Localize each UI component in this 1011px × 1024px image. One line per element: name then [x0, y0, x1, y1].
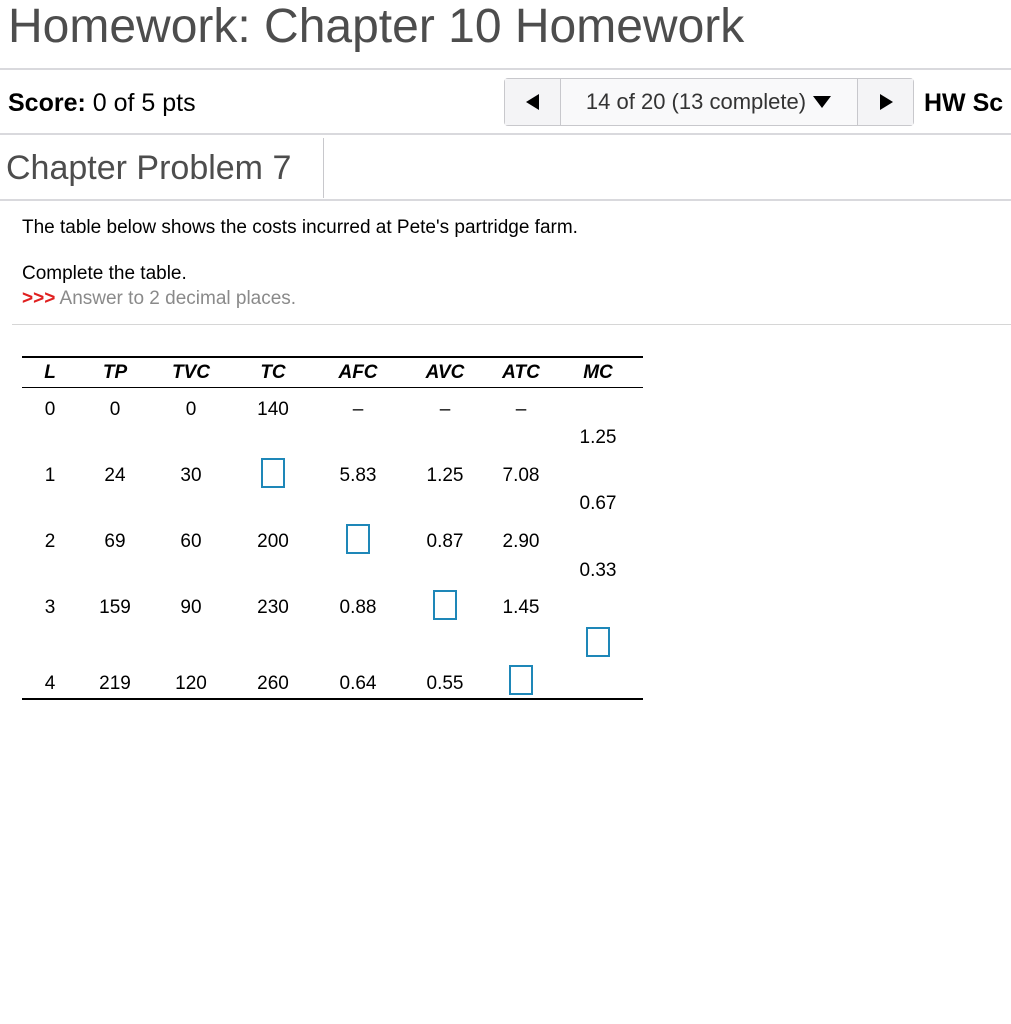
cell-tc: 200 [257, 531, 289, 552]
cell-mc: 0.33 [579, 560, 617, 581]
homework-title: Homework: Chapter 10 Homework [8, 0, 745, 53]
question-position: 14 of 20 (13 complete) [585, 89, 807, 114]
afc-answer-input[interactable] [346, 524, 370, 554]
score-display [8, 86, 196, 120]
cell-tvc: 90 [180, 597, 202, 618]
title-separator [323, 138, 324, 198]
next-question-button[interactable] [857, 79, 913, 125]
cell-tc: 230 [257, 597, 289, 618]
cell-afc: 0.88 [339, 597, 377, 618]
cell-avc: – [439, 399, 451, 420]
triangle-left-icon [525, 93, 541, 111]
problem-title: Chapter Problem 7 [6, 149, 292, 187]
cell-l: 4 [44, 673, 56, 694]
score-value: 0 of 5 pts [92, 89, 196, 117]
col-header-avc: AVC [425, 362, 465, 383]
hint-marker: >>> [22, 288, 56, 309]
triangle-down-icon [812, 95, 832, 109]
previous-question-button[interactable] [505, 79, 561, 125]
cell-avc: 0.55 [426, 673, 464, 694]
cell-atc: – [515, 399, 527, 420]
cell-l: 0 [44, 399, 56, 420]
cell-afc: – [352, 399, 364, 420]
cell-tc: 140 [257, 399, 289, 420]
score-divider [0, 133, 1011, 135]
atc-answer-input[interactable] [509, 665, 533, 695]
cell-tp: 24 [104, 465, 126, 486]
cell-tp: 0 [109, 399, 121, 420]
question-text: The table below shows the costs incurred at Pete's partridge farm. [22, 217, 578, 238]
cell-l: 3 [44, 597, 56, 618]
instruction-text: Complete the table. [22, 263, 187, 284]
cell-tc: 260 [257, 673, 289, 694]
cell-tvc: 120 [175, 673, 207, 694]
col-header-atc: ATC [502, 362, 540, 383]
col-header-tvc: TVC [172, 362, 210, 383]
cell-atc: 7.08 [502, 465, 540, 486]
cell-mc: 0.67 [579, 493, 617, 514]
cell-atc: 1.45 [502, 597, 540, 618]
table-header-rule [22, 387, 643, 388]
cell-tp: 159 [99, 597, 131, 618]
hw-score-label: HW Sc [924, 89, 1004, 117]
hint-message: Answer to 2 decimal places. [59, 288, 297, 309]
col-header-mc: MC [583, 362, 613, 383]
col-header-tp: TP [102, 362, 128, 383]
question-select[interactable] [561, 79, 857, 125]
col-header-afc: AFC [338, 362, 378, 383]
hint-text [22, 287, 296, 311]
col-header-l: L [44, 362, 56, 383]
header-divider [0, 68, 1011, 70]
col-header-tc: TC [260, 362, 286, 383]
table-top-rule [22, 356, 643, 358]
cell-avc: 0.87 [426, 531, 464, 552]
cell-l: 1 [44, 465, 56, 486]
cell-tvc: 60 [180, 531, 202, 552]
triangle-right-icon [878, 93, 894, 111]
avc-answer-input[interactable] [433, 590, 457, 620]
problem-divider [0, 199, 1011, 201]
cell-atc: 2.90 [502, 531, 540, 552]
cell-tp: 219 [99, 673, 131, 694]
cell-tvc: 30 [180, 465, 202, 486]
tc-answer-input[interactable] [261, 458, 285, 488]
cell-mc: 1.25 [579, 427, 617, 448]
cell-l: 2 [44, 531, 56, 552]
cell-afc: 0.64 [339, 673, 377, 694]
score-label: Score: [8, 89, 86, 117]
question-navigator [504, 78, 914, 126]
cell-tvc: 0 [185, 399, 197, 420]
content-divider [12, 324, 1011, 325]
cell-afc: 5.83 [339, 465, 377, 486]
mc-answer-input[interactable] [586, 627, 610, 657]
cell-tp: 69 [104, 531, 126, 552]
cell-avc: 1.25 [426, 465, 464, 486]
table-bottom-rule [22, 698, 643, 700]
